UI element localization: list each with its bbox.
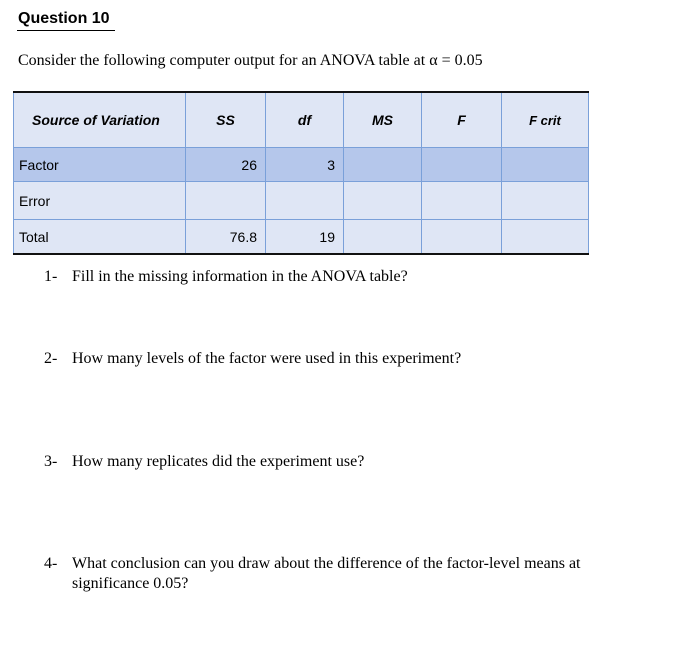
question-item-1 xyxy=(44,267,408,287)
cell-ss: 76.8 xyxy=(186,220,266,255)
row-source: Total xyxy=(14,220,186,255)
cell-ms xyxy=(344,220,422,255)
cell-f xyxy=(422,182,502,220)
cell-fcrit xyxy=(502,182,589,220)
item-text: How many levels of the factor were used in this experiment? xyxy=(72,350,462,367)
question-item-3 xyxy=(44,452,364,472)
question-title: Question 10 xyxy=(18,10,110,27)
question-item-4 xyxy=(44,554,581,594)
header-f: F xyxy=(422,92,502,148)
table-header-row xyxy=(14,92,589,148)
cell-df: 3 xyxy=(266,148,344,182)
item-text-line2: significance 0.05? xyxy=(72,575,189,592)
item-number: 1- xyxy=(44,268,58,285)
cell-ss xyxy=(186,182,266,220)
intro-text: Consider the following computer output for an ANOVA table at α = 0.05 xyxy=(18,52,483,69)
header-ms: MS xyxy=(344,92,422,148)
item-text: How many replicates did the experiment use? xyxy=(72,453,365,470)
cell-ms xyxy=(344,182,422,220)
item-number: 3- xyxy=(44,453,58,470)
cell-ss: 26 xyxy=(186,148,266,182)
table-row xyxy=(14,220,589,255)
cell-f xyxy=(422,220,502,255)
table-row xyxy=(14,182,589,220)
header-df: df xyxy=(266,92,344,148)
item-number: 2- xyxy=(44,350,58,367)
item-text-line1: What conclusion can you draw about the difference of the factor-level means at xyxy=(72,555,581,572)
header-source: Source of Variation xyxy=(14,92,186,148)
header-ss: SS xyxy=(186,92,266,148)
cell-fcrit xyxy=(502,220,589,255)
cell-f xyxy=(422,148,502,182)
title-underline xyxy=(17,30,115,31)
header-fcrit: F crit xyxy=(502,92,589,148)
cell-df xyxy=(266,182,344,220)
question-item-2 xyxy=(44,349,461,369)
row-source: Factor xyxy=(14,148,186,182)
anova-table xyxy=(13,91,588,247)
item-text: Fill in the missing information in the ANOVA table? xyxy=(72,268,408,285)
table-row xyxy=(14,148,589,182)
cell-df: 19 xyxy=(266,220,344,255)
cell-ms xyxy=(344,148,422,182)
cell-fcrit xyxy=(502,148,589,182)
item-number: 4- xyxy=(44,555,58,572)
row-source: Error xyxy=(14,182,186,220)
